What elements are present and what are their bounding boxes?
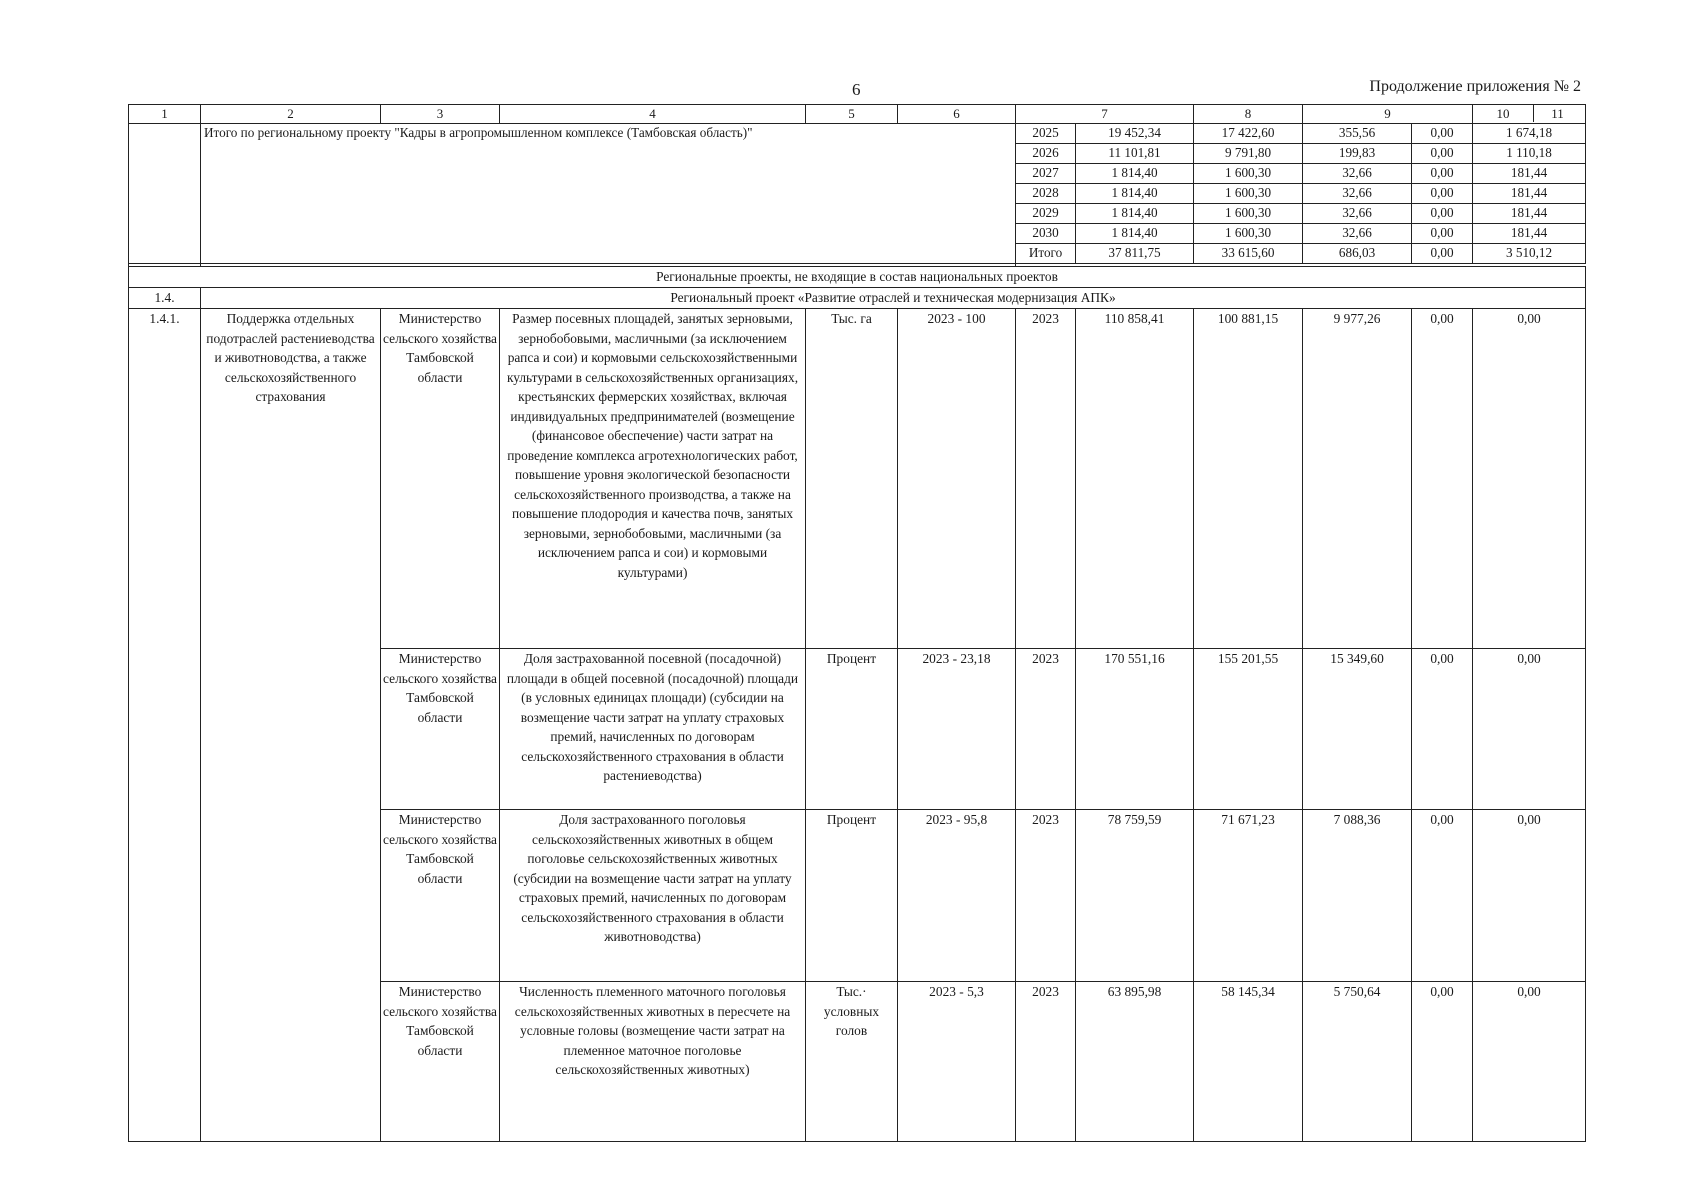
total-c8: 1 600,30	[1194, 184, 1303, 204]
total-c11: 181,44	[1473, 224, 1586, 244]
total-c8: 1 600,30	[1194, 204, 1303, 224]
total-c11: 3 510,12	[1473, 244, 1586, 264]
value-c7: 63 895,98	[1076, 982, 1194, 1142]
year: 2023	[1016, 649, 1076, 810]
total-year: 2026	[1016, 144, 1076, 164]
total-year: 2030	[1016, 224, 1076, 244]
subsection-number: 1.4.	[129, 288, 201, 309]
value-c8: 71 671,23	[1194, 810, 1303, 982]
target: 2023 - 100	[898, 309, 1016, 649]
value-c9: 9 977,26	[1303, 309, 1412, 649]
year: 2023	[1016, 309, 1076, 649]
indicator: Численность племенного маточного поголовья сельскохозяйственных животных в пересчете на условные головы (возмещение части затрат на племенное маточное поголовье сельскохозяйственных животных)	[500, 982, 806, 1142]
total-c10: 0,00	[1412, 244, 1473, 264]
indicator: Размер посевных площадей, занятых зерновыми, зернобобовыми, масличными (за исключением рапса и сои) и кормовыми сельскохозяйственными культурами в сельскохозяйственных организациях, крестьянских фермерских хозяйствах, включая индивидуальных предпринимателей (возмещение (финансовое обеспечение) части затрат на проведение комплекса агротехнологических работ, повышение уровня экологической безопасности сельскохозяйственного производства, а также на повышение плодородия и качества почв, занятых зерновыми, зернобобовыми, масличными (за исключением рапса и сои) и кормовыми культурами)	[500, 309, 806, 649]
total-c11: 181,44	[1473, 204, 1586, 224]
col-header-4: 4	[500, 105, 806, 124]
total-year: 2025	[1016, 124, 1076, 144]
col-header-1: 1	[129, 105, 201, 124]
item-name: Поддержка отдельных подотраслей растениеводства и животноводства, а также сельскохозяйственного страхования	[201, 309, 381, 1142]
col-header-10-text: 10	[1473, 105, 1534, 122]
total-c8: 17 422,60	[1194, 124, 1303, 144]
executor: Министерство сельского хозяйства Тамбовской области	[381, 649, 500, 810]
total-c8: 1 600,30	[1194, 224, 1303, 244]
total-c10: 0,00	[1412, 204, 1473, 224]
total-c10: 0,00	[1412, 224, 1473, 244]
total-year: 2027	[1016, 164, 1076, 184]
col-header-11-text: 11	[1551, 106, 1564, 121]
column-number-row	[129, 105, 1586, 124]
col-header-2: 2	[201, 105, 381, 124]
indicator: Доля застрахованного поголовья сельскохозяйственных животных в общем поголовье сельскохозяйственных животных (субсидии на возмещение части затрат на уплату страховых премий, начисленных по договорам сельскохозяйственного страхования в области животноводства)	[500, 810, 806, 982]
value-c11: 0,00	[1473, 810, 1586, 982]
year: 2023	[1016, 982, 1076, 1142]
item-row	[129, 309, 1586, 649]
value-c9: 7 088,36	[1303, 810, 1412, 982]
total-c9: 199,83	[1303, 144, 1412, 164]
total-c8: 33 615,60	[1194, 244, 1303, 264]
value-c7: 170 551,16	[1076, 649, 1194, 810]
continuation-label: Продолжение приложения № 2	[1369, 78, 1581, 95]
executor: Министерство сельского хозяйства Тамбовской области	[381, 982, 500, 1142]
value-c10: 0,00	[1412, 309, 1473, 649]
value-c9: 5 750,64	[1303, 982, 1412, 1142]
total-c9: 32,66	[1303, 184, 1412, 204]
total-c9: 32,66	[1303, 224, 1412, 244]
unit: Тыс.· условных голов	[806, 982, 898, 1142]
col-header-7: 7	[1016, 105, 1194, 124]
section-row	[129, 267, 1586, 288]
col-header-3: 3	[381, 105, 500, 124]
target: 2023 - 23,18	[898, 649, 1016, 810]
subsection-row	[129, 288, 1586, 309]
item-number: 1.4.1.	[129, 309, 201, 1142]
total-c10: 0,00	[1412, 184, 1473, 204]
total-c7: 1 814,40	[1076, 164, 1194, 184]
total-year: 2028	[1016, 184, 1076, 204]
total-year: 2029	[1016, 204, 1076, 224]
total-c9: 686,03	[1303, 244, 1412, 264]
unit: Тыс. га	[806, 309, 898, 649]
indicator: Доля застрахованной посевной (посадочной) площади в общей посевной (посадочной) площади (в условных единицах площади) (субсидии на возмещение части затрат на уплату страховых премий, начисленных по договорам сельскохозяйственного страхования в области растениеводства)	[500, 649, 806, 810]
total-label: Итого по региональному проекту "Кадры в агропромышленном комплексе (Тамбовская область)"	[201, 124, 1016, 264]
col-header-10	[1473, 105, 1586, 124]
total-c8: 9 791,80	[1194, 144, 1303, 164]
total-c11: 1 110,18	[1473, 144, 1586, 164]
page-number: 6	[852, 80, 861, 99]
subsection-title: Региональный проект «Развитие отраслей и техническая модернизация АПК»	[201, 288, 1586, 309]
total-c7: 37 811,75	[1076, 244, 1194, 264]
col-header-6: 6	[898, 105, 1016, 124]
budget-table-body	[128, 123, 1586, 1142]
col-header-9: 9	[1303, 105, 1473, 124]
value-c10: 0,00	[1412, 649, 1473, 810]
col-header-5: 5	[806, 105, 898, 124]
executor: Министерство сельского хозяйства Тамбовской области	[381, 810, 500, 982]
total-c9: 32,66	[1303, 164, 1412, 184]
total-c8: 1 600,30	[1194, 164, 1303, 184]
target: 2023 - 95,8	[898, 810, 1016, 982]
value-c11: 0,00	[1473, 309, 1586, 649]
value-c11: 0,00	[1473, 982, 1586, 1142]
total-c10: 0,00	[1412, 124, 1473, 144]
total-c11: 1 674,18	[1473, 124, 1586, 144]
value-c7: 78 759,59	[1076, 810, 1194, 982]
total-c11: 181,44	[1473, 184, 1586, 204]
total-c11: 181,44	[1473, 164, 1586, 184]
total-c7: 11 101,81	[1076, 144, 1194, 164]
unit: Процент	[806, 810, 898, 982]
total-c7: 1 814,40	[1076, 184, 1194, 204]
total-c7: 19 452,34	[1076, 124, 1194, 144]
value-c10: 0,00	[1412, 982, 1473, 1142]
value-c8: 100 881,15	[1194, 309, 1303, 649]
total-c10: 0,00	[1412, 144, 1473, 164]
total-c9: 355,56	[1303, 124, 1412, 144]
section-title: Региональные проекты, не входящие в состав национальных проектов	[129, 267, 1586, 288]
total-year: Итого	[1016, 244, 1076, 264]
budget-table	[128, 104, 1586, 124]
total-c10: 0,00	[1412, 164, 1473, 184]
value-c10: 0,00	[1412, 810, 1473, 982]
total-c7: 1 814,40	[1076, 204, 1194, 224]
total-c9: 32,66	[1303, 204, 1412, 224]
value-c7: 110 858,41	[1076, 309, 1194, 649]
value-c11: 0,00	[1473, 649, 1586, 810]
target: 2023 - 5,3	[898, 982, 1016, 1142]
col-header-8: 8	[1194, 105, 1303, 124]
value-c8: 58 145,34	[1194, 982, 1303, 1142]
year: 2023	[1016, 810, 1076, 982]
total-c7: 1 814,40	[1076, 224, 1194, 244]
value-c9: 15 349,60	[1303, 649, 1412, 810]
value-c8: 155 201,55	[1194, 649, 1303, 810]
executor: Министерство сельского хозяйства Тамбовской области	[381, 309, 500, 649]
unit: Процент	[806, 649, 898, 810]
total-row	[129, 124, 1586, 144]
